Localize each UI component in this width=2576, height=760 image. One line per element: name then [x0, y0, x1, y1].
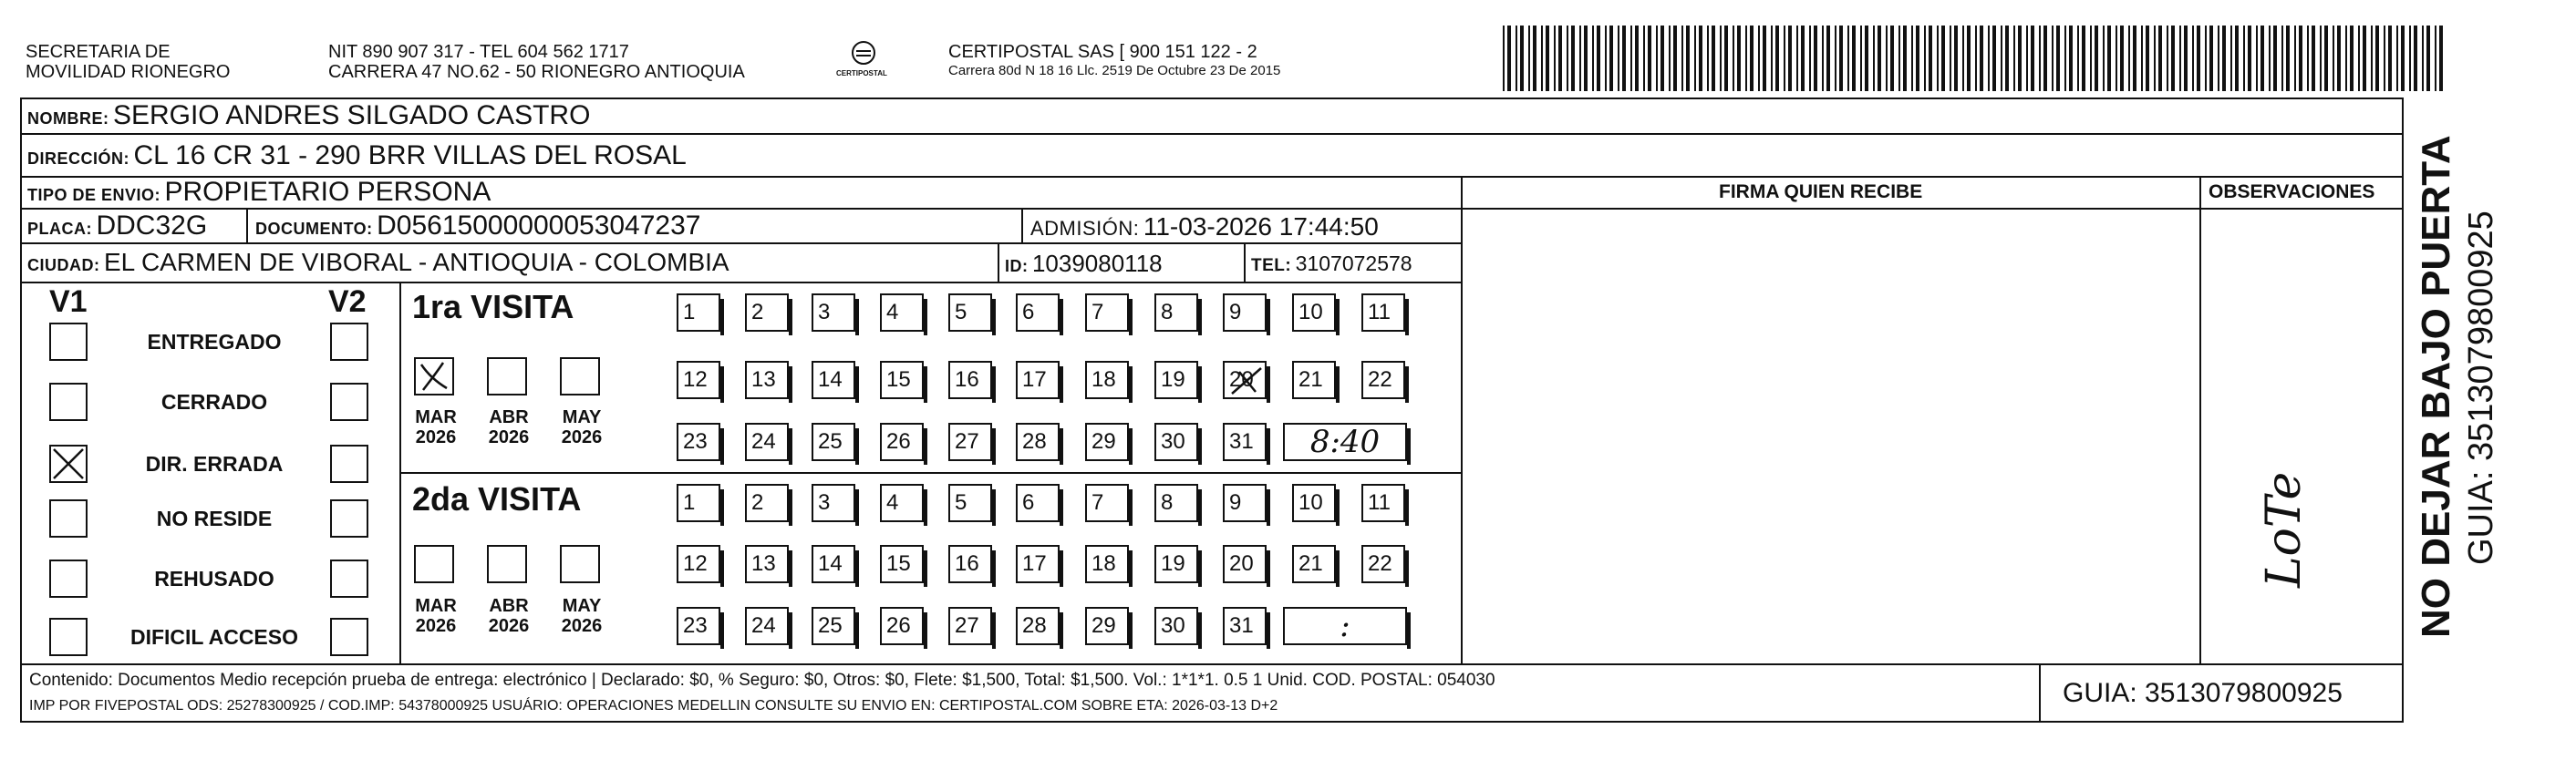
month-checkbox [414, 357, 454, 395]
v2-checkbox [330, 383, 368, 421]
v1-checkbox [49, 618, 88, 656]
status-label: CERRADO [160, 390, 268, 414]
certipostal-logo [834, 36, 893, 84]
id-field [1005, 250, 1163, 278]
day-box: 13 [745, 361, 789, 399]
day-box: 14 [812, 545, 855, 583]
day-box: 4 [880, 484, 924, 522]
placa-field [27, 211, 207, 241]
contact-info [328, 42, 745, 82]
day-box: 25 [812, 607, 855, 645]
day-box: 17 [1016, 361, 1060, 399]
secretaria-name [26, 42, 230, 82]
admision-field [1030, 212, 1379, 241]
day-box: 5 [948, 484, 992, 522]
month-label: ABR 2026 [488, 407, 530, 447]
day-box: 28 [1016, 423, 1060, 461]
day-box: 8 [1154, 484, 1198, 522]
day-box: 28 [1016, 607, 1060, 645]
visit1-title: 1ra VISITA [412, 288, 574, 325]
day-box: 24 [745, 607, 789, 645]
admision-label: ADMISIÓN: [1030, 217, 1140, 240]
v1-checkbox [49, 560, 88, 598]
barcode [1503, 26, 2446, 91]
side-guia: GUIA: 3513079800925 [2462, 211, 2500, 565]
logo-text: CERTIPOSTAL [836, 69, 887, 77]
nombre-label: NOMBRE: [27, 109, 109, 128]
id-label: ID: [1005, 257, 1029, 275]
day-box: 12 [677, 545, 720, 583]
status-label: DIFICIL ACCESO [129, 625, 298, 649]
day-box: 9 [1223, 293, 1267, 332]
day-box: 2 [745, 484, 789, 522]
day-box: 31 [1223, 423, 1267, 461]
day-box: 5 [948, 293, 992, 332]
month-checkbox [414, 545, 454, 583]
v2-checkbox [330, 323, 368, 361]
day-box: 1 [677, 484, 720, 522]
ciudad-field [27, 248, 729, 277]
day-box: 8 [1154, 293, 1198, 332]
id-value: 1039080118 [1031, 250, 1163, 277]
courier-line-1: CERTIPOSTAL SAS [ 900 151 122 - 2 [948, 42, 1257, 62]
day-box: 15 [880, 361, 924, 399]
day-box: 29 [1085, 607, 1129, 645]
visit2-title: 2da VISITA [412, 480, 582, 518]
v2-checkbox [330, 560, 368, 598]
month-checkbox [487, 357, 527, 395]
day-box: 23 [677, 607, 720, 645]
day-box: 25 [812, 423, 855, 461]
month-label: MAY 2026 [561, 596, 603, 636]
day-box: 17 [1016, 545, 1060, 583]
admision-value: 11-03-2026 17:44:50 [1143, 212, 1379, 241]
v1-checkbox [49, 499, 88, 538]
ciudad-value: EL CARMEN DE VIBORAL - ANTIOQUIA - COLOMBIA [103, 248, 729, 276]
day-box: 11 [1361, 293, 1405, 332]
day-box: 14 [812, 361, 855, 399]
day-box: 29 [1085, 423, 1129, 461]
month-label: MAY 2026 [561, 407, 603, 447]
day-box: 2 [745, 293, 789, 332]
day-box: 20 [1223, 545, 1267, 583]
tel-label: TEL: [1251, 256, 1292, 275]
footer-contenido: Contenido: Documentos Medio recepción prueba de entrega: electrónico | Declarado: $0, % Seguro: $0, Otros: $0, Flete: $1,500, Total: $1,500. Vol.: 1*1*1. 0.5 1 Unid. COD. POSTAL: 054030 [29, 671, 1495, 690]
courier-line-2: Carrera 80d N 18 16 Llc. 2519 De Octubre 23 De 2015 [948, 63, 1281, 78]
tipo-label: TIPO DE ENVIO: [27, 186, 161, 204]
time-box: : [1283, 607, 1407, 645]
day-box: 21 [1292, 361, 1336, 399]
day-box: 3 [812, 484, 855, 522]
status-label: DIR. ERRADA [145, 452, 284, 476]
day-box: 15 [880, 545, 924, 583]
status-label: REHUSADO [154, 567, 274, 591]
day-box: 6 [1016, 293, 1060, 332]
day-box: 23 [677, 423, 720, 461]
ciudad-label: CIUDAD: [27, 256, 100, 274]
v2-checkbox [330, 618, 368, 656]
observation-handwritten: LoTe [2257, 471, 2312, 588]
nombre-row [27, 100, 590, 131]
month-label: MAR 2026 [415, 596, 457, 636]
day-box: 4 [880, 293, 924, 332]
v1-checkbox [49, 323, 88, 361]
footer-imp: IMP POR FIVEPOSTAL ODS: 25278300925 / COD.IMP: 54378000925 USUÁRIO: OPERACIONES MEDELLIN CONSULTE SU ENVIO EN: CERTIPOSTAL.COM SOBRE ETA: 2026-03-13 D+2 [29, 698, 1278, 714]
day-box: 11 [1361, 484, 1405, 522]
day-box: 13 [745, 545, 789, 583]
day-box: 21 [1292, 545, 1336, 583]
day-box: 12 [677, 361, 720, 399]
month-checkbox [487, 545, 527, 583]
day-box: 16 [948, 361, 992, 399]
v1-checkbox [49, 445, 88, 483]
status-label: NO RESIDE [156, 507, 273, 530]
courier-info [948, 42, 1280, 80]
nombre-value: SERGIO ANDRES SILGADO CASTRO [112, 100, 591, 130]
nit-line: NIT 890 907 317 - TEL 604 562 1717 [328, 42, 629, 62]
day-box: 27 [948, 607, 992, 645]
address-line: CARRERA 47 NO.62 - 50 RIONEGRO ANTIOQUIA [328, 62, 745, 82]
day-box: 26 [880, 423, 924, 461]
v2-checkbox [330, 499, 368, 538]
day-box: 16 [948, 545, 992, 583]
day-box: 26 [880, 607, 924, 645]
documento-value: D05615000000053047237 [377, 211, 701, 241]
day-box: 19 [1154, 361, 1198, 399]
observaciones-header: OBSERVACIONES [2209, 181, 2375, 202]
day-box: 19 [1154, 545, 1198, 583]
day-box: 31 [1223, 607, 1267, 645]
v1-header: V1 [49, 284, 88, 319]
day-box: 3 [812, 293, 855, 332]
tel-value: 3107072578 [1295, 252, 1412, 275]
time-box: 8:40 [1283, 423, 1407, 461]
day-box: 7 [1085, 293, 1129, 332]
day-box: 22 [1361, 545, 1405, 583]
day-box: 10 [1292, 293, 1336, 332]
month-label: ABR 2026 [488, 596, 530, 636]
v2-header: V2 [328, 284, 367, 319]
direccion-value: CL 16 CR 31 - 290 BRR VILLAS DEL ROSAL [133, 140, 687, 170]
footer-guia: GUIA: 3513079800925 [2063, 678, 2343, 708]
tipo-row [27, 177, 491, 208]
v1-checkbox [49, 383, 88, 421]
day-box: 24 [745, 423, 789, 461]
month-checkbox [560, 545, 600, 583]
day-box: 18 [1085, 545, 1129, 583]
tipo-value: PROPIETARIO PERSONA [164, 177, 491, 207]
day-box: 6 [1016, 484, 1060, 522]
month-checkbox [560, 357, 600, 395]
day-box: 1 [677, 293, 720, 332]
day-box: 9 [1223, 484, 1267, 522]
day-box: 20 [1223, 361, 1267, 399]
documento-label: DOCUMENTO: [255, 220, 373, 238]
tel-field [1251, 252, 1412, 276]
day-box: 30 [1154, 423, 1198, 461]
placa-value: DDC32G [96, 211, 208, 241]
direccion-label: DIRECCIÓN: [27, 149, 129, 168]
v2-checkbox [330, 445, 368, 483]
secretaria-line-1: SECRETARIA DE [26, 42, 171, 62]
status-label: ENTREGADO [147, 330, 282, 354]
month-label: MAR 2026 [415, 407, 457, 447]
secretaria-line-2: MOVILIDAD RIONEGRO [26, 62, 231, 82]
day-box: 7 [1085, 484, 1129, 522]
direccion-row [27, 140, 687, 171]
firma-header: FIRMA QUIEN RECIBE [1719, 181, 1923, 202]
side-warning: NO DEJAR BAJO PUERTA [2414, 135, 2458, 638]
day-box: 10 [1292, 484, 1336, 522]
day-box: 27 [948, 423, 992, 461]
day-box: 30 [1154, 607, 1198, 645]
documento-field [255, 211, 700, 241]
day-box: 18 [1085, 361, 1129, 399]
day-box: 22 [1361, 361, 1405, 399]
placa-label: PLACA: [27, 220, 92, 238]
